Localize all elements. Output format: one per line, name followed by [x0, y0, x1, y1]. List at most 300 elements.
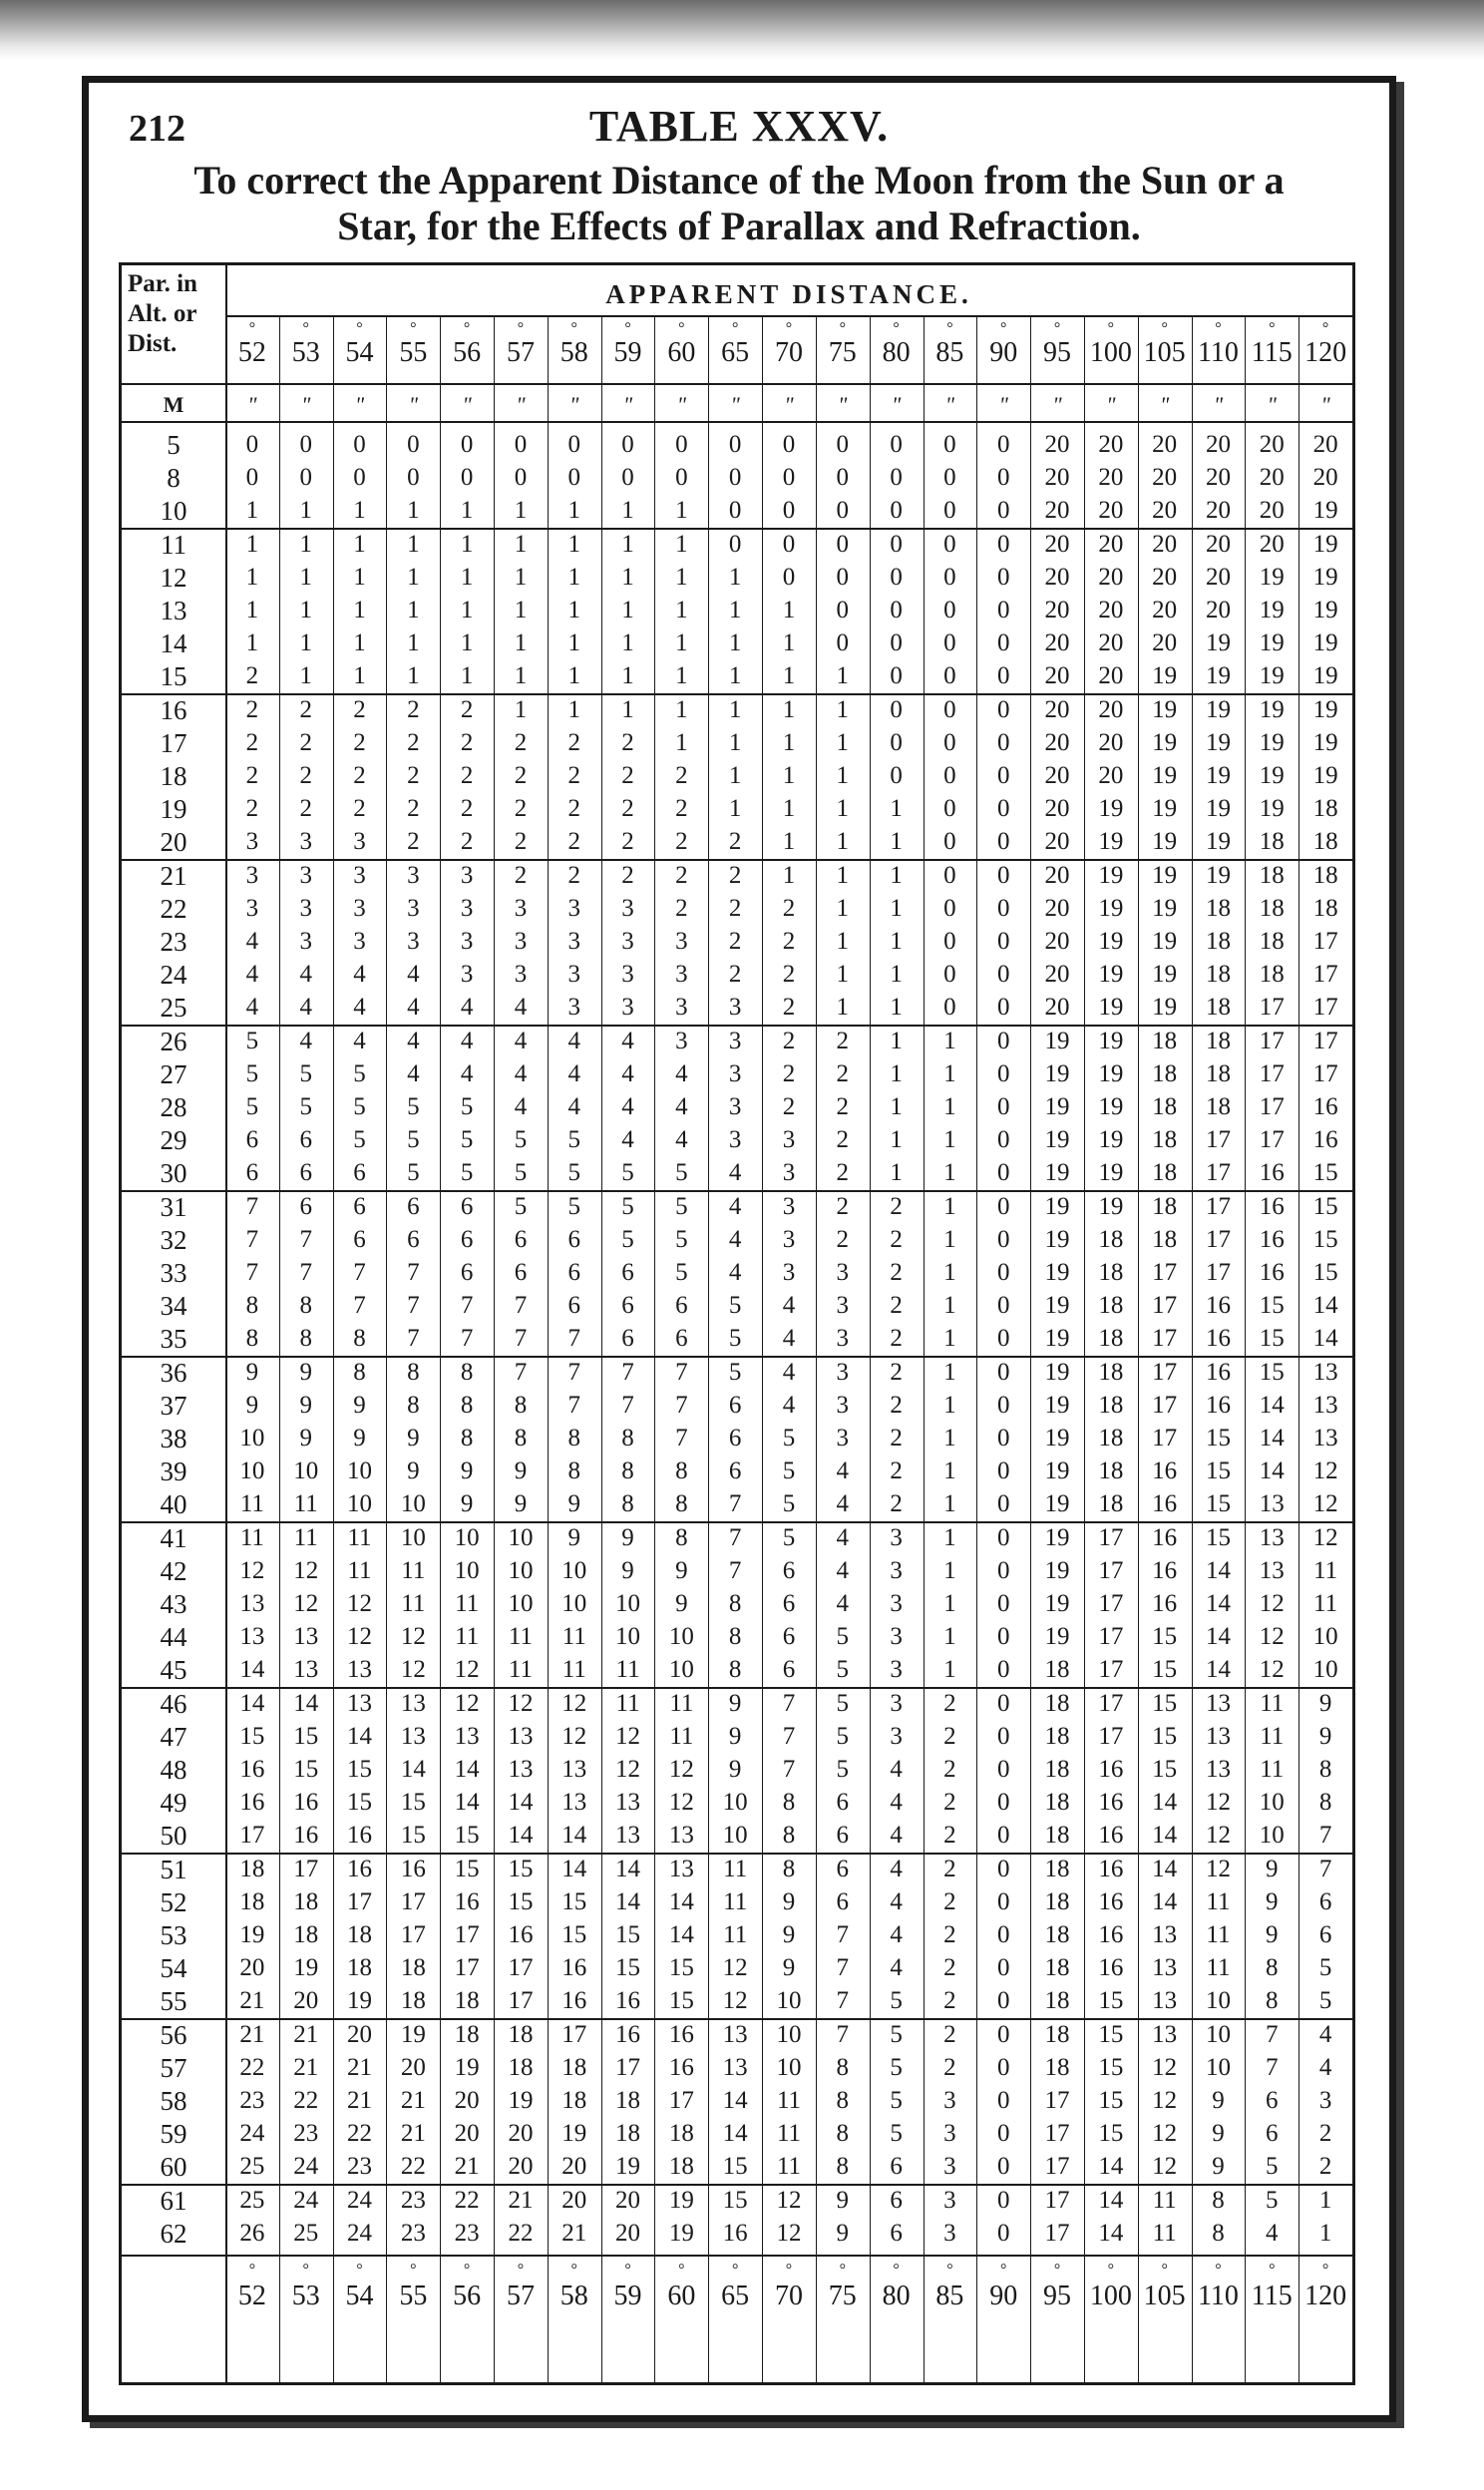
row-parallax-label: 49 — [160, 1788, 187, 1819]
table-cell: 11 — [615, 1656, 640, 1684]
table-cell: 20 — [1098, 597, 1124, 623]
table-cell: 9 — [299, 1391, 312, 1419]
row-parallax-label: 34 — [160, 1291, 187, 1322]
table-cell: 0 — [996, 1292, 1010, 1320]
table-cell: 1 — [890, 1059, 903, 1087]
table-cell: 19 — [615, 2153, 641, 2181]
table-cell: 0 — [943, 961, 956, 989]
row-parallax-label: 21 — [160, 860, 187, 891]
table-cell: 10 — [454, 1523, 480, 1551]
table-cell: 4 — [621, 1027, 634, 1054]
column-seconds-mark: " — [676, 392, 686, 417]
table-cell: 1 — [621, 695, 634, 723]
table-cell: 19 — [1098, 861, 1124, 889]
table-cell: 0 — [996, 2219, 1010, 2247]
table-cell: 20 — [1205, 530, 1231, 558]
table-cell: 8 — [1318, 1789, 1332, 1817]
column-seconds-mark: " — [1052, 392, 1062, 417]
table-cell: 6 — [782, 1656, 796, 1684]
row-parallax-label: 61 — [160, 2185, 187, 2216]
table-cell: 15 — [508, 1855, 534, 1882]
table-cell: 18 — [668, 2153, 694, 2181]
table-cell: 1 — [245, 629, 259, 657]
table-cell: 5 — [353, 1059, 366, 1087]
table-cell: 4 — [245, 994, 259, 1022]
table-cell: 8 — [836, 2053, 850, 2081]
table-cell: 3 — [460, 894, 474, 922]
table-cell: 18 — [1044, 1789, 1070, 1817]
table-cell: 18 — [239, 1855, 265, 1882]
table-cell: 6 — [621, 1259, 634, 1286]
table-cell: 19 — [1044, 1425, 1070, 1452]
table-cell: 0 — [836, 530, 850, 558]
table-cell: 11 — [615, 1689, 640, 1717]
table-subtitle-line2: Star, for the Effects of Parallax and Refraction. — [337, 204, 1141, 248]
footer-degree-mark: ° — [248, 2262, 256, 2279]
table-cell: 0 — [890, 762, 903, 789]
table-cell: 2 — [353, 728, 366, 756]
table-cell: 9 — [299, 1358, 312, 1386]
table-cell: 4 — [728, 1192, 742, 1220]
table-cell: 2 — [514, 795, 528, 823]
table-cell: 13 — [239, 1590, 265, 1617]
row-parallax-label: 31 — [160, 1191, 187, 1222]
table-cell: 2 — [567, 728, 580, 756]
table-cell: 20 — [1259, 464, 1285, 492]
table-cell: 5 — [836, 1623, 850, 1651]
table-cell: 17 — [561, 2020, 587, 2048]
table-cell: 2 — [567, 762, 580, 789]
table-cell: 2 — [728, 928, 742, 955]
table-cell: 18 — [1044, 1855, 1070, 1882]
column-degree-mark: ° — [893, 320, 900, 337]
table-cell: 5 — [675, 1159, 688, 1187]
table-cell: 20 — [1044, 530, 1070, 558]
table-cell: 20 — [1044, 662, 1070, 690]
table-cell: 4 — [460, 1027, 474, 1054]
table-cell: 2 — [353, 695, 366, 723]
table-cell: 0 — [996, 1391, 1010, 1419]
table-cell: 4 — [407, 994, 420, 1022]
table-cell: 5 — [675, 1259, 688, 1286]
table-cell: 4 — [621, 1059, 634, 1087]
table-cell: 20 — [508, 2153, 534, 2181]
table-cell: 1 — [836, 928, 850, 955]
footer-column-header: 95 — [1043, 2281, 1072, 2311]
table-cell: 14 — [1205, 1590, 1231, 1617]
table-cell: 12 — [1259, 1590, 1285, 1617]
table-cell: 0 — [996, 1192, 1010, 1220]
table-cell: 10 — [1312, 1656, 1338, 1684]
table-cell: 18 — [400, 1954, 426, 1982]
table-cell: 0 — [890, 530, 903, 558]
table-cell: 11 — [455, 1590, 480, 1617]
table-cell: 4 — [245, 961, 259, 989]
table-cell: 1 — [514, 695, 528, 723]
table-cell: 17 — [1205, 1192, 1231, 1220]
table-cell: 3 — [890, 1722, 903, 1750]
table-cell: 0 — [890, 497, 903, 525]
table-cell: 1 — [621, 662, 634, 690]
table-cell: 16 — [1152, 1490, 1178, 1518]
table-cell: 19 — [1312, 497, 1338, 525]
table-cell: 6 — [407, 1225, 420, 1253]
group-header-rule — [225, 315, 1352, 317]
table-cell: 6 — [245, 1126, 259, 1154]
table-cell: 2 — [621, 828, 634, 856]
table-cell: 17 — [1152, 1358, 1178, 1386]
table-cell: 16 — [668, 2053, 694, 2081]
table-cell: 6 — [407, 1192, 420, 1220]
table-cell: 16 — [1205, 1292, 1231, 1320]
column-seconds-mark: " — [247, 392, 257, 417]
column-seconds-mark: " — [462, 392, 472, 417]
table-cell: 14 — [1312, 1292, 1338, 1320]
table-cell: 2 — [299, 728, 312, 756]
table-cell: 13 — [1259, 1490, 1285, 1518]
table-cell: 20 — [1259, 431, 1285, 458]
table-cell: 2 — [621, 728, 634, 756]
table-cell: 4 — [890, 1789, 903, 1817]
table-cell: 20 — [1098, 431, 1124, 458]
table-cell: 14 — [722, 2120, 748, 2148]
corner-label-line3: Dist. — [128, 330, 178, 357]
footer-degree-mark: ° — [1000, 2262, 1007, 2279]
table-cell: 18 — [1205, 894, 1231, 922]
row-parallax-label: 33 — [160, 1258, 187, 1288]
table-cell: 1 — [943, 1590, 956, 1617]
table-cell: 0 — [514, 431, 528, 458]
table-cell: 12 — [1152, 2053, 1178, 2081]
row-parallax-label: 47 — [160, 1721, 187, 1752]
table-cell: 17 — [1098, 1556, 1124, 1584]
table-cell: 0 — [996, 994, 1010, 1022]
table-cell: 4 — [1318, 2020, 1332, 2048]
table-cell: 1 — [943, 1358, 956, 1386]
table-cell: 0 — [567, 431, 580, 458]
table-cell: 15 — [293, 1722, 319, 1750]
table-cell: 10 — [722, 1789, 748, 1817]
table-cell: 10 — [347, 1490, 372, 1518]
table-cell: 3 — [567, 928, 580, 955]
table-cell: 5 — [353, 1093, 366, 1120]
row-parallax-label: 11 — [161, 529, 186, 560]
table-cell: 2 — [782, 994, 796, 1022]
table-cell: 18 — [615, 2087, 641, 2114]
table-cell: 2 — [782, 1059, 796, 1087]
table-cell: 12 — [1259, 1623, 1285, 1651]
column-header: 120 — [1304, 337, 1347, 368]
table-cell: 6 — [728, 1457, 742, 1485]
table-cell: 15 — [1098, 2020, 1124, 2048]
table-cell: 1 — [890, 928, 903, 955]
table-cell: 1 — [567, 497, 580, 525]
table-cell: 17 — [1259, 1027, 1285, 1054]
table-cell: 9 — [782, 1954, 796, 1982]
table-cell: 15 — [454, 1822, 480, 1850]
table-cell: 11 — [347, 1523, 372, 1551]
table-cell: 19 — [1259, 695, 1285, 723]
table-cell: 3 — [353, 928, 366, 955]
table-cell: 1 — [943, 1391, 956, 1419]
table-cell: 3 — [836, 1292, 850, 1320]
column-degree-mark: ° — [1215, 320, 1222, 337]
table-cell: 6 — [1266, 2087, 1279, 2114]
row-parallax-label: 48 — [160, 1755, 187, 1785]
table-cell: 12 — [1152, 2087, 1178, 2114]
table-cell: 0 — [621, 431, 634, 458]
table-cell: 4 — [514, 1059, 528, 1087]
table-cell: 2 — [943, 1954, 956, 1982]
table-cell: 18 — [1044, 1756, 1070, 1783]
table-cell: 1 — [675, 597, 688, 623]
footer-column-header: 65 — [721, 2281, 750, 2311]
table-cell: 20 — [347, 2020, 372, 2048]
table-cell: 3 — [299, 928, 312, 955]
page-top-shadow — [0, 0, 1484, 60]
table-cell: 1 — [621, 497, 634, 525]
table-cell: 20 — [1098, 629, 1124, 657]
table-cell: 19 — [561, 2120, 587, 2148]
table-cell: 1 — [675, 629, 688, 657]
table-cell: 10 — [347, 1457, 372, 1485]
table-cell: 1 — [782, 728, 796, 756]
table-cell: 20 — [1044, 762, 1070, 789]
table-cell: 3 — [460, 961, 474, 989]
table-cell: 3 — [675, 928, 688, 955]
table-cell: 8 — [514, 1425, 528, 1452]
table-cell: 17 — [1312, 994, 1338, 1022]
table-cell: 18 — [1044, 1656, 1070, 1684]
table-cell: 19 — [1044, 1259, 1070, 1286]
table-cell: 8 — [836, 2153, 850, 2181]
table-cell: 0 — [299, 464, 312, 492]
table-cell: 11 — [776, 2153, 802, 2181]
table-cell: 3 — [890, 1689, 903, 1717]
table-cell: 18 — [1098, 1292, 1124, 1320]
table-cell: 15 — [239, 1722, 265, 1750]
table-cell: 1 — [728, 597, 742, 623]
table-cell: 12 — [1312, 1523, 1338, 1551]
table-cell: 1 — [890, 1159, 903, 1187]
table-cell: 9 — [407, 1425, 420, 1452]
table-cell: 7 — [245, 1192, 259, 1220]
table-cell: 9 — [514, 1457, 528, 1485]
table-cell: 17 — [239, 1822, 265, 1850]
column-header: 80 — [882, 337, 911, 368]
table-cell: 18 — [1205, 961, 1231, 989]
table-cell: 7 — [1318, 1855, 1332, 1882]
table-cell: 8 — [407, 1391, 420, 1419]
column-seconds-mark: " — [1213, 392, 1224, 417]
row-parallax-label: 51 — [160, 1854, 187, 1884]
table-cell: 5 — [836, 1656, 850, 1684]
minutes-label: M — [163, 392, 185, 417]
table-cell: 0 — [836, 497, 850, 525]
table-cell: 1 — [299, 497, 312, 525]
table-cell: 1 — [943, 1027, 956, 1054]
table-cell: 6 — [299, 1159, 312, 1187]
column-seconds-mark: " — [838, 392, 848, 417]
table-cell: 13 — [561, 1756, 587, 1783]
table-cell: 19 — [1312, 629, 1338, 657]
table-cell: 2 — [943, 1722, 956, 1750]
table-cell: 0 — [245, 431, 259, 458]
table-cell: 8 — [728, 1590, 742, 1617]
table-cell: 0 — [996, 1921, 1010, 1948]
column-seconds-mark: " — [354, 392, 365, 417]
table-cell: 3 — [943, 2153, 956, 2181]
table-cell: 18 — [1205, 1093, 1231, 1120]
table-cell: 16 — [615, 2020, 641, 2048]
table-cell: 3 — [514, 928, 528, 955]
table-cell: 14 — [347, 1722, 372, 1750]
table-cell: 1 — [514, 563, 528, 591]
table-cell: 11 — [1260, 1756, 1285, 1783]
table-cell: 3 — [782, 1159, 796, 1187]
table-cell: 11 — [401, 1590, 426, 1617]
table-cell: 19 — [1044, 1391, 1070, 1419]
table-cell: 21 — [293, 2020, 319, 2048]
table-cell: 13 — [1312, 1358, 1338, 1386]
table-cell: 19 — [239, 1921, 265, 1948]
table-cell: 1 — [353, 497, 366, 525]
table-cell: 0 — [460, 431, 474, 458]
table-cell: 26 — [239, 2219, 265, 2247]
table-cell: 0 — [782, 431, 796, 458]
table-cell: 2 — [567, 861, 580, 889]
footer-column-header: 55 — [399, 2281, 428, 2311]
table-cell: 7 — [353, 1259, 366, 1286]
table-cell: 2 — [514, 828, 528, 856]
table-cell: 17 — [1044, 2219, 1070, 2247]
table-cell: 13 — [1152, 1987, 1178, 2015]
table-cell: 1 — [836, 762, 850, 789]
table-cell: 8 — [407, 1358, 420, 1386]
table-cell: 0 — [996, 1093, 1010, 1120]
column-header-rule — [122, 383, 1352, 385]
table-cell: 16 — [1152, 1523, 1178, 1551]
table-cell: 0 — [996, 928, 1010, 955]
table-cell: 2 — [460, 728, 474, 756]
table-cell: 0 — [782, 530, 796, 558]
column-seconds-mark: " — [1160, 392, 1170, 417]
table-cell: 5 — [836, 1689, 850, 1717]
row-parallax-label: 18 — [160, 761, 187, 791]
table-cell: 2 — [514, 762, 528, 789]
table-cell: 7 — [728, 1490, 742, 1518]
table-cell: 11 — [776, 2120, 802, 2148]
table-cell: 17 — [1205, 1159, 1231, 1187]
footer-column-header: 70 — [774, 2281, 803, 2311]
table-cell: 0 — [890, 629, 903, 657]
table-cell: 0 — [943, 861, 956, 889]
table-cell: 17 — [1312, 1027, 1338, 1054]
table-cell: 12 — [668, 1756, 694, 1783]
table-cell: 9 — [1266, 1887, 1279, 1915]
table-cell: 11 — [1313, 1556, 1338, 1584]
table-cell: 16 — [1205, 1358, 1231, 1386]
table-cell: 0 — [943, 728, 956, 756]
table-cell: 9 — [567, 1523, 580, 1551]
table-cell: 1 — [890, 1093, 903, 1120]
table-cell: 9 — [782, 1887, 796, 1915]
table-cell: 1 — [514, 497, 528, 525]
table-cell: 3 — [782, 1225, 796, 1253]
table-cell: 4 — [407, 1027, 420, 1054]
table-cell: 13 — [454, 1722, 480, 1750]
table-cell: 16 — [1152, 1556, 1178, 1584]
row-parallax-label: 17 — [160, 727, 187, 758]
table-cell: 20 — [1152, 597, 1178, 623]
row-parallax-label: 44 — [160, 1622, 187, 1653]
table-cell: 18 — [1259, 828, 1285, 856]
table-cell: 9 — [407, 1457, 420, 1485]
table-cell: 20 — [1044, 928, 1070, 955]
table-cell: 16 — [1205, 1391, 1231, 1419]
table-cell: 17 — [400, 1887, 426, 1915]
row-parallax-label: 58 — [160, 2086, 187, 2116]
table-cell: 1 — [782, 861, 796, 889]
table-cell: 17 — [1205, 1259, 1231, 1286]
table-cell: 1 — [299, 629, 312, 657]
table-cell: 20 — [1044, 695, 1070, 723]
table-cell: 15 — [1259, 1325, 1285, 1353]
table-cell: 6 — [836, 1887, 850, 1915]
column-degree-mark: ° — [570, 320, 577, 337]
table-cell: 19 — [1044, 1590, 1070, 1617]
column-degree-mark: ° — [785, 320, 793, 337]
table-cell: 1 — [728, 629, 742, 657]
table-cell: 0 — [353, 431, 366, 458]
table-cell: 3 — [890, 1590, 903, 1617]
table-cell: 18 — [1098, 1490, 1124, 1518]
table-cell: 4 — [514, 994, 528, 1022]
table-cell: 3 — [943, 2120, 956, 2148]
table-cell: 14 — [1259, 1457, 1285, 1485]
table-cell: 19 — [1044, 1027, 1070, 1054]
table-cell: 1 — [460, 597, 474, 623]
table-cell: 0 — [245, 464, 259, 492]
footer-degree-mark: ° — [946, 2262, 953, 2279]
table-cell: 16 — [508, 1921, 534, 1948]
row-parallax-label: 55 — [160, 1986, 187, 2017]
table-cell: 4 — [836, 1457, 850, 1485]
table-cell: 9 — [728, 1689, 742, 1717]
table-cell: 5 — [621, 1159, 634, 1187]
table-cell: 20 — [454, 2120, 480, 2148]
table-cell: 12 — [561, 1689, 587, 1717]
table-cell: 13 — [1152, 1954, 1178, 1982]
table-cell: 19 — [1205, 861, 1231, 889]
table-cell: 4 — [836, 1556, 850, 1584]
table-cell: 2 — [890, 1259, 903, 1286]
table-cell: 5 — [460, 1159, 474, 1187]
table-cell: 19 — [1098, 894, 1124, 922]
table-cell: 15 — [400, 1789, 426, 1817]
table-cell: 4 — [567, 1093, 580, 1120]
table-cell: 18 — [1044, 1822, 1070, 1850]
table-cell: 19 — [1312, 563, 1338, 591]
table-cell: 4 — [675, 1093, 688, 1120]
table-cell: 19 — [1044, 1159, 1070, 1187]
table-cell: 6 — [675, 1325, 688, 1353]
table-cell: 14 — [1205, 1556, 1231, 1584]
table-cell: 18 — [347, 1921, 372, 1948]
column-degree-mark: ° — [946, 320, 953, 337]
table-cell: 18 — [1152, 1093, 1178, 1120]
table-cell: 20 — [1044, 994, 1070, 1022]
